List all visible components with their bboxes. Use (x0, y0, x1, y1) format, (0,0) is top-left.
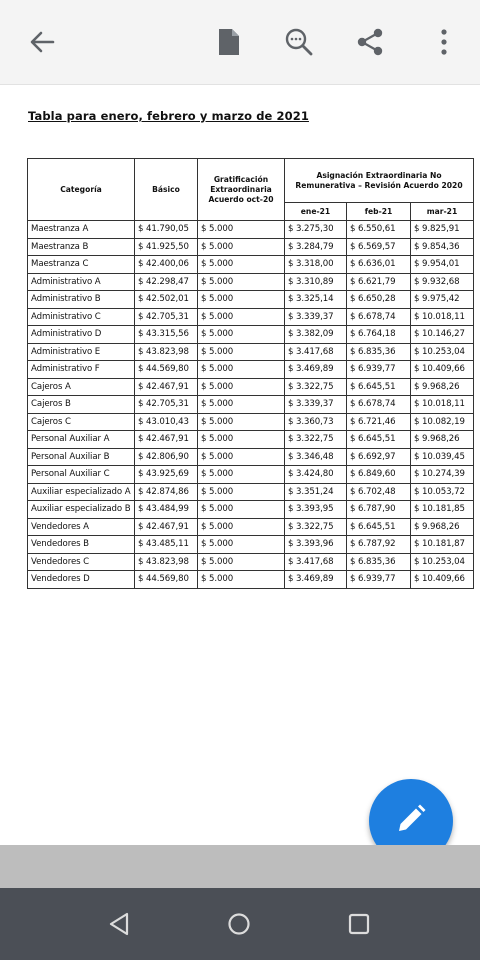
cell-mar: $ 10.146,27 (411, 326, 474, 344)
cell-gratificacion: $ 5.000 (198, 291, 285, 309)
cell-feb: $ 6.645,51 (347, 431, 411, 449)
cell-categoria: Cajeros C (28, 413, 135, 431)
cell-feb: $ 6.939,77 (347, 361, 411, 379)
cell-ene: $ 3.322,75 (285, 431, 347, 449)
cell-mar: $ 10.053,72 (411, 483, 474, 501)
cell-gratificacion: $ 5.000 (198, 221, 285, 239)
cell-basico: $ 42.467,91 (135, 518, 198, 536)
cell-gratificacion: $ 5.000 (198, 536, 285, 554)
cell-basico: $ 44.569,80 (135, 571, 198, 589)
cell-ene: $ 3.318,00 (285, 256, 347, 274)
cell-basico: $ 41.925,50 (135, 238, 198, 256)
cell-gratificacion: $ 5.000 (198, 571, 285, 589)
cell-categoria: Administrativo F (28, 361, 135, 379)
cell-basico: $ 44.569,80 (135, 361, 198, 379)
cell-feb: $ 6.569,57 (347, 238, 411, 256)
cell-ene: $ 3.424,80 (285, 466, 347, 484)
cell-mar: $ 9.932,68 (411, 273, 474, 291)
cell-categoria: Vendedores D (28, 571, 135, 589)
cell-basico: $ 42.806,90 (135, 448, 198, 466)
cell-ene: $ 3.360,73 (285, 413, 347, 431)
cell-basico: $ 42.467,91 (135, 378, 198, 396)
cell-feb: $ 6.721,46 (347, 413, 411, 431)
cell-categoria: Auxiliar especializado A (28, 483, 135, 501)
cell-basico: $ 41.790,05 (135, 221, 198, 239)
cell-gratificacion: $ 5.000 (198, 413, 285, 431)
nav-recents-icon (348, 913, 370, 939)
cell-feb: $ 6.636,01 (347, 256, 411, 274)
cell-feb: $ 6.645,51 (347, 378, 411, 396)
cell-ene: $ 3.310,89 (285, 273, 347, 291)
table-row (28, 466, 474, 484)
table-row (28, 571, 474, 589)
header-feb: feb-21 (347, 203, 411, 221)
document-page (0, 85, 480, 845)
table-row (28, 221, 474, 239)
cell-feb: $ 6.692,97 (347, 448, 411, 466)
cell-categoria: Administrativo D (28, 326, 135, 344)
table-row (28, 238, 474, 256)
table-row (28, 501, 474, 519)
table-row (28, 396, 474, 414)
cell-mar: $ 10.181,87 (411, 536, 474, 554)
cell-categoria: Auxiliar especializado B (28, 501, 135, 519)
cell-mar: $ 9.968,26 (411, 518, 474, 536)
cell-ene: $ 3.469,89 (285, 361, 347, 379)
cell-ene: $ 3.339,37 (285, 396, 347, 414)
table-row (28, 448, 474, 466)
document-title: Tabla para enero, febrero y marzo de 2021 (28, 109, 309, 123)
cell-basico: $ 42.400,06 (135, 256, 198, 274)
cell-categoria: Maestranza C (28, 256, 135, 274)
table-row (28, 326, 474, 344)
cell-mar: $ 9.954,01 (411, 256, 474, 274)
cell-mar: $ 10.181,85 (411, 501, 474, 519)
cell-ene: $ 3.417,68 (285, 553, 347, 571)
cell-mar: $ 9.825,91 (411, 221, 474, 239)
cell-ene: $ 3.325,14 (285, 291, 347, 309)
cell-ene: $ 3.469,89 (285, 571, 347, 589)
cell-mar: $ 10.253,04 (411, 553, 474, 571)
cell-basico: $ 42.705,31 (135, 308, 198, 326)
cell-basico: $ 42.298,47 (135, 273, 198, 291)
cell-ene: $ 3.393,96 (285, 536, 347, 554)
cell-feb: $ 6.764,18 (347, 326, 411, 344)
nav-home-button[interactable] (221, 908, 257, 944)
cell-gratificacion: $ 5.000 (198, 431, 285, 449)
cell-gratificacion: $ 5.000 (198, 501, 285, 519)
table-row (28, 536, 474, 554)
cell-gratificacion: $ 5.000 (198, 343, 285, 361)
cell-mar: $ 10.039,45 (411, 448, 474, 466)
cell-gratificacion: $ 5.000 (198, 466, 285, 484)
table-row (28, 413, 474, 431)
table-row (28, 518, 474, 536)
cell-basico: $ 42.874,86 (135, 483, 198, 501)
cell-categoria: Cajeros A (28, 378, 135, 396)
header-gratificacion: Gratificación Extraordinaria Acuerdo oct-20 (198, 159, 285, 221)
cell-mar: $ 9.854,36 (411, 238, 474, 256)
cell-basico: $ 43.010,43 (135, 413, 198, 431)
cell-mar: $ 10.018,11 (411, 396, 474, 414)
cell-gratificacion: $ 5.000 (198, 308, 285, 326)
cell-feb: $ 6.835,36 (347, 343, 411, 361)
cell-mar: $ 10.253,04 (411, 343, 474, 361)
cell-mar: $ 10.018,11 (411, 308, 474, 326)
salary-table (27, 158, 474, 589)
back-arrow-icon (28, 28, 56, 56)
cell-basico: $ 43.484,99 (135, 501, 198, 519)
cell-mar: $ 10.409,66 (411, 571, 474, 589)
search-icon (284, 27, 314, 57)
back-button[interactable] (22, 22, 62, 62)
cell-basico: $ 43.823,98 (135, 553, 198, 571)
cell-categoria: Maestranza B (28, 238, 135, 256)
table-row (28, 273, 474, 291)
cell-feb: $ 6.787,90 (347, 501, 411, 519)
table-row (28, 483, 474, 501)
header-ene: ene-21 (285, 203, 347, 221)
table-row (28, 291, 474, 309)
cell-feb: $ 6.650,28 (347, 291, 411, 309)
cell-feb: $ 6.678,74 (347, 308, 411, 326)
cell-categoria: Personal Auxiliar C (28, 466, 135, 484)
cell-ene: $ 3.322,75 (285, 518, 347, 536)
cell-ene: $ 3.322,75 (285, 378, 347, 396)
cell-categoria: Vendedores A (28, 518, 135, 536)
more-options-button[interactable] (424, 22, 464, 62)
cell-categoria: Personal Auxiliar A (28, 431, 135, 449)
cell-categoria: Vendedores C (28, 553, 135, 571)
share-button[interactable] (350, 22, 390, 62)
cell-gratificacion: $ 5.000 (198, 483, 285, 501)
cell-gratificacion: $ 5.000 (198, 256, 285, 274)
cell-categoria: Vendedores B (28, 536, 135, 554)
nav-back-button[interactable] (101, 908, 137, 944)
cell-gratificacion: $ 5.000 (198, 238, 285, 256)
cell-ene: $ 3.417,68 (285, 343, 347, 361)
system-nav-bar (0, 888, 480, 960)
cell-categoria: Cajeros B (28, 396, 135, 414)
share-icon (355, 27, 385, 57)
cell-feb: $ 6.645,51 (347, 518, 411, 536)
cell-gratificacion: $ 5.000 (198, 361, 285, 379)
cell-feb: $ 6.835,36 (347, 553, 411, 571)
nav-recents-button[interactable] (341, 908, 377, 944)
cell-feb: $ 6.550,61 (347, 221, 411, 239)
cell-ene: $ 3.346,48 (285, 448, 347, 466)
nav-back-icon (108, 912, 130, 940)
cell-gratificacion: $ 5.000 (198, 553, 285, 571)
cell-ene: $ 3.393,95 (285, 501, 347, 519)
cell-gratificacion: $ 5.000 (198, 396, 285, 414)
table-row (28, 431, 474, 449)
cell-mar: $ 10.082,19 (411, 413, 474, 431)
bottom-gray-strip (0, 845, 480, 888)
edit-pencil-icon (394, 802, 428, 840)
table-row (28, 553, 474, 571)
cell-basico: $ 43.485,11 (135, 536, 198, 554)
search-button[interactable] (279, 22, 319, 62)
cell-gratificacion: $ 5.000 (198, 518, 285, 536)
header-categoria: Categoría (28, 159, 135, 221)
table-body (28, 221, 474, 589)
cell-ene: $ 3.284,79 (285, 238, 347, 256)
table-header-row (28, 159, 474, 203)
cell-mar: $ 10.409,66 (411, 361, 474, 379)
cell-basico: $ 43.315,56 (135, 326, 198, 344)
cell-feb: $ 6.621,79 (347, 273, 411, 291)
cell-gratificacion: $ 5.000 (198, 448, 285, 466)
header-asignacion: Asignación Extraordinaria No Remunerativa – Revisión Acuerdo 2020 (285, 159, 474, 203)
cell-feb: $ 6.787,92 (347, 536, 411, 554)
cell-categoria: Administrativo C (28, 308, 135, 326)
table-row (28, 378, 474, 396)
table-row (28, 308, 474, 326)
cell-categoria: Personal Auxiliar B (28, 448, 135, 466)
table-row (28, 343, 474, 361)
cell-feb: $ 6.849,60 (347, 466, 411, 484)
cell-categoria: Administrativo E (28, 343, 135, 361)
cell-feb: $ 6.702,48 (347, 483, 411, 501)
document-icon (217, 28, 241, 56)
cell-mar: $ 9.975,42 (411, 291, 474, 309)
cell-categoria: Administrativo A (28, 273, 135, 291)
header-basico: Básico (135, 159, 198, 221)
cell-basico: $ 42.467,91 (135, 431, 198, 449)
table-row (28, 256, 474, 274)
header-mar: mar-21 (411, 203, 474, 221)
more-vert-icon (439, 28, 449, 56)
cell-gratificacion: $ 5.000 (198, 378, 285, 396)
cell-ene: $ 3.382,09 (285, 326, 347, 344)
table-row (28, 361, 474, 379)
cell-mar: $ 10.274,39 (411, 466, 474, 484)
cell-basico: $ 43.823,98 (135, 343, 198, 361)
cell-feb: $ 6.939,77 (347, 571, 411, 589)
document-button[interactable] (209, 22, 249, 62)
cell-gratificacion: $ 5.000 (198, 326, 285, 344)
cell-basico: $ 43.925,69 (135, 466, 198, 484)
app-bar (0, 0, 480, 85)
cell-basico: $ 42.705,31 (135, 396, 198, 414)
cell-categoria: Maestranza A (28, 221, 135, 239)
cell-mar: $ 9.968,26 (411, 378, 474, 396)
cell-ene: $ 3.339,37 (285, 308, 347, 326)
cell-ene: $ 3.351,24 (285, 483, 347, 501)
cell-mar: $ 9.968,26 (411, 431, 474, 449)
cell-feb: $ 6.678,74 (347, 396, 411, 414)
cell-categoria: Administrativo B (28, 291, 135, 309)
nav-home-icon (227, 912, 251, 940)
cell-basico: $ 42.502,01 (135, 291, 198, 309)
cell-gratificacion: $ 5.000 (198, 273, 285, 291)
cell-ene: $ 3.275,30 (285, 221, 347, 239)
